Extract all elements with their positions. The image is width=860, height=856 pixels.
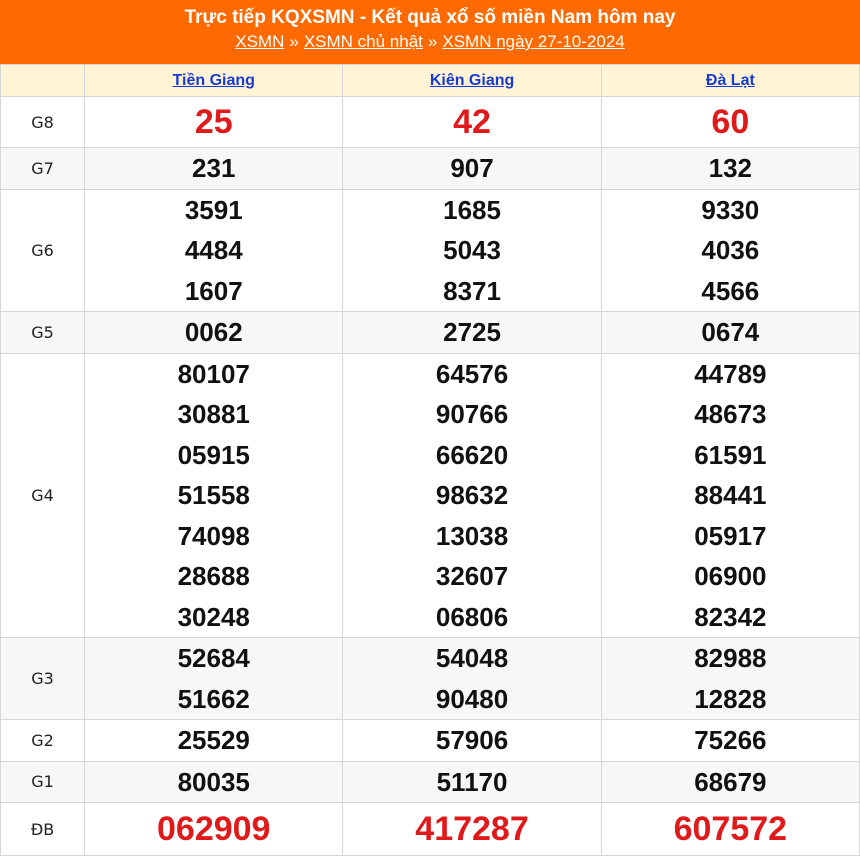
prize-number: 05917: [694, 520, 767, 551]
prize-cell: [601, 97, 859, 148]
prize-cell: [85, 353, 343, 638]
prize-cell: [343, 761, 601, 803]
results-table: [0, 64, 860, 856]
prize-number: 80035: [177, 766, 250, 797]
prize-cell: [601, 189, 859, 312]
prize-cell: [343, 638, 601, 720]
prize-number: 51170: [436, 766, 508, 797]
breadcrumb-xsmn[interactable]: XSMN: [235, 32, 285, 51]
prize-number: 88441: [694, 480, 767, 510]
prize-cell: [85, 803, 343, 856]
breadcrumb-separator: »: [289, 32, 299, 51]
prize-cell: [85, 312, 343, 354]
prize-row-g2: [1, 720, 860, 762]
prize-cell: [85, 189, 343, 312]
province-link-kien-giang[interactable]: Kiên Giang: [429, 71, 515, 89]
prize-number: 231: [192, 153, 236, 183]
page-title: Trực tiếp KQXSMN - Kết quả xổ số miền Nam hôm nay: [184, 7, 676, 28]
prize-label: G4: [1, 353, 85, 638]
prize-number: 05915: [177, 439, 250, 470]
prize-number: 61591: [694, 439, 767, 470]
prize-cell: [85, 97, 343, 148]
prize-number: 68679: [694, 766, 767, 797]
prize-number: 48673: [694, 399, 767, 429]
prize-number: 0062: [184, 317, 243, 347]
breadcrumb-separator: »: [427, 32, 438, 51]
prize-number: 44789: [694, 358, 767, 389]
prize-number: 06900: [694, 561, 767, 591]
prize-cell: [343, 97, 601, 148]
prize-cell: [601, 720, 859, 762]
prize-number: 4036: [701, 235, 760, 265]
prize-number: 54048: [435, 643, 509, 673]
prize-cell: [601, 148, 859, 190]
prize-cell: [343, 720, 601, 762]
prize-label: G8: [1, 97, 85, 148]
prize-number: 1607: [184, 275, 243, 306]
prize-row-đb: [1, 803, 860, 856]
prize-cell: [343, 148, 601, 190]
prize-number: 74098: [177, 520, 250, 551]
prize-number: 3591: [184, 194, 243, 225]
prize-number: 4484: [184, 235, 243, 265]
prize-number: 52684: [177, 643, 250, 673]
prize-number: 90480: [435, 683, 509, 714]
prize-number: 80107: [177, 358, 250, 389]
prize-number: 30248: [177, 601, 250, 632]
prize-number: 75266: [694, 725, 767, 755]
prize-cell: [85, 638, 343, 720]
prize-cell: [601, 638, 859, 720]
province-link-tien-giang[interactable]: Tiền Giang: [172, 71, 255, 89]
province-link-da-lat[interactable]: Đà Lạt: [705, 71, 755, 89]
prize-number: 51558: [177, 480, 250, 510]
prize-label: G6: [1, 189, 85, 312]
prize-cell: [601, 761, 859, 803]
prize-label: G5: [1, 312, 85, 354]
prize-number: 32607: [435, 561, 509, 591]
prize-row-g3: [1, 638, 860, 720]
prize-number: 82988: [694, 643, 767, 673]
prize-number: 28688: [177, 561, 250, 591]
prize-row-g1: [1, 761, 860, 803]
prize-label: G3: [1, 638, 85, 720]
prize-number: 25: [194, 103, 233, 141]
prize-cell: [601, 312, 859, 354]
prize-cell: [85, 761, 343, 803]
prize-number: 1685: [443, 194, 501, 225]
prize-number: 66620: [435, 439, 509, 470]
prize-number: 12828: [694, 683, 767, 714]
prize-number: 82342: [694, 601, 767, 632]
prize-number: 5043: [443, 235, 501, 265]
prize-number: 98632: [435, 480, 509, 510]
province-header-row: [1, 65, 860, 97]
prize-number: 30881: [177, 399, 250, 429]
prize-number: 25529: [177, 725, 250, 755]
prize-row-g8: [1, 97, 860, 148]
prize-row-g7: [1, 148, 860, 190]
prize-cell: [343, 803, 601, 856]
prize-cell: [601, 803, 859, 856]
prize-number: 907: [450, 153, 494, 183]
breadcrumb: [0, 33, 860, 50]
prize-number: 90766: [435, 399, 509, 429]
prize-number: 4566: [701, 275, 760, 306]
province-header-tien-giang: [85, 65, 343, 97]
prize-cell: [343, 353, 601, 638]
prize-label: G2: [1, 720, 85, 762]
prize-label: G7: [1, 148, 85, 190]
prize-row-g5: [1, 312, 860, 354]
prize-number: 062909: [157, 810, 271, 848]
breadcrumb-xsmn-sunday[interactable]: XSMN chủ nhật: [303, 32, 423, 51]
prize-cell: [85, 148, 343, 190]
prize-number: 8371: [443, 275, 501, 306]
prize-number: 60: [711, 103, 750, 141]
prize-number: 0674: [701, 317, 760, 347]
prize-number: 42: [453, 103, 491, 141]
prize-label: ĐB: [1, 803, 85, 856]
prize-cell: [343, 312, 601, 354]
prize-cell: [601, 353, 859, 638]
page-header: [0, 0, 860, 64]
prize-number: 51662: [177, 683, 250, 714]
prize-number: 9330: [701, 194, 760, 225]
prize-number: 607572: [673, 810, 788, 848]
prize-cell: [85, 720, 343, 762]
prize-number: 2725: [443, 317, 501, 347]
prize-number: 417287: [415, 810, 529, 848]
prize-number: 06806: [435, 601, 509, 632]
prize-number: 13038: [435, 520, 509, 551]
prize-number: 64576: [435, 358, 509, 389]
header-corner-cell: [1, 65, 85, 97]
prize-number: 57906: [435, 725, 509, 755]
prize-row-g6: [1, 189, 860, 312]
prize-number: 132: [708, 153, 753, 183]
prize-rows: [1, 97, 860, 856]
province-header-da-lat: [601, 65, 859, 97]
breadcrumb-xsmn-date[interactable]: XSMN ngày 27-10-2024: [442, 32, 625, 51]
prize-label: G1: [1, 761, 85, 803]
prize-row-g4: [1, 353, 860, 638]
prize-cell: [343, 189, 601, 312]
province-header-kien-giang: [343, 65, 601, 97]
